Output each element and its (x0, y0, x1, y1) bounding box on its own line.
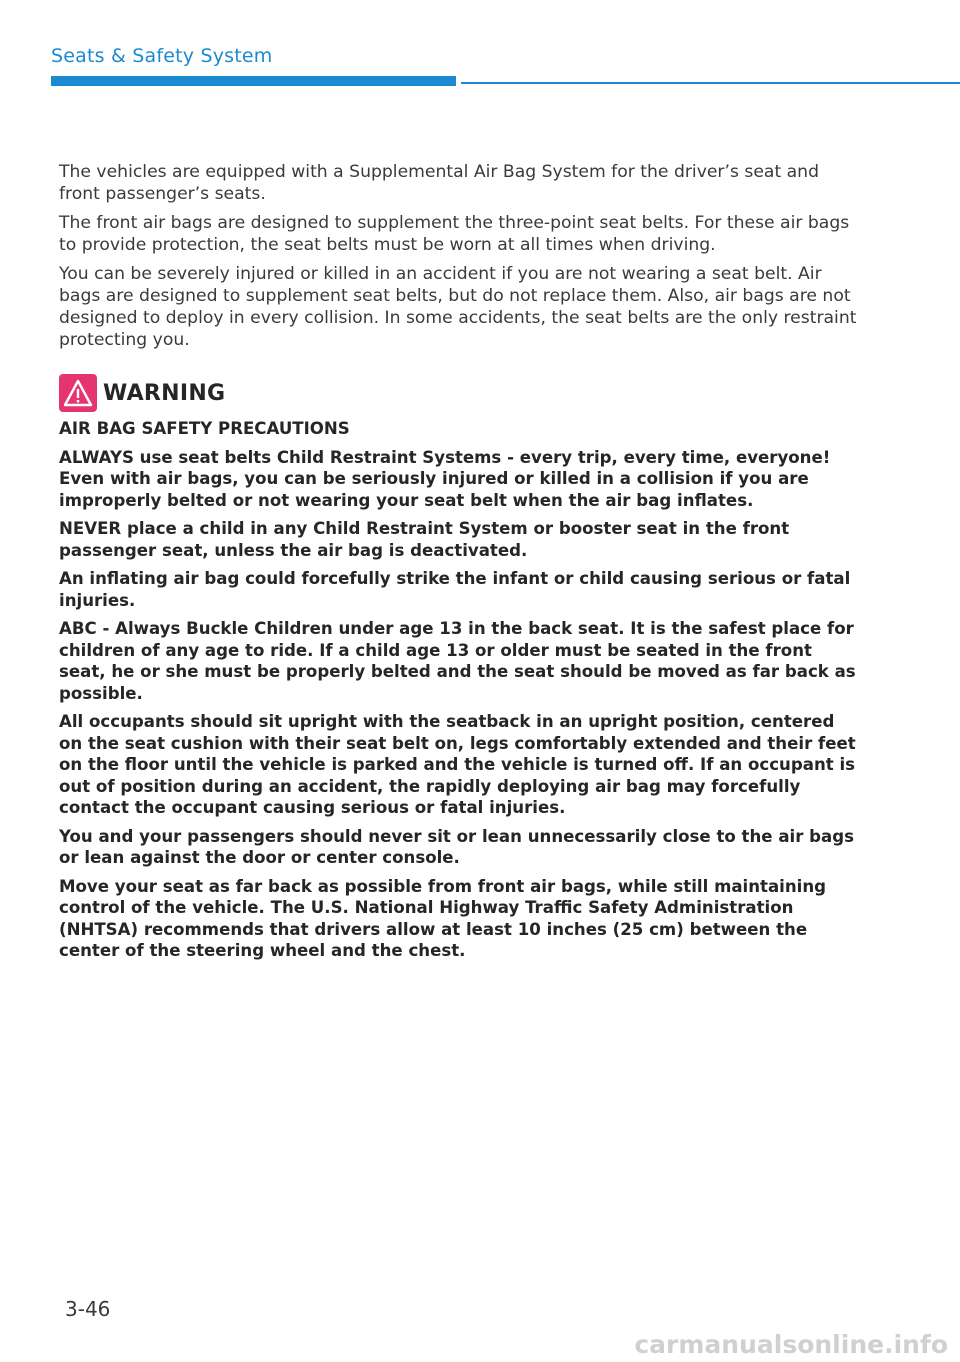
warning-header (59, 373, 859, 413)
warning-paragraph: NEVER place a child in any Child Restraint System or booster seat in the front passenger seat, unless the air bag is deactivated. (59, 519, 790, 560)
page-number: 3-46 (65, 1297, 111, 1321)
warning-title: WARNING (103, 380, 226, 406)
intro-paragraph: You can be severely injured or killed in an accident if you are not wearing a seat belt. Air bags are designed to supplement seat belts, but do not replace them. Also, air bags are not designed to deploy in every collision. In some accidents, the seat belts are the only restraint protecting you. (59, 264, 857, 350)
section-title: Seats & Safety System (51, 45, 273, 67)
warning-paragraph: All occupants should sit upright with the seatback in an upright position, centered on the seat cushion with their seat belt on, legs comfortably extended and their feet on the floor until the vehicle is parked and the vehicle is turned off. If an occupant is out of position during an accident, the rapidly deploying air bag may forcefully contact the occupant causing serious or fatal injuries. (59, 712, 856, 817)
warning-body (59, 418, 859, 962)
intro-paragraph: The vehicles are equipped with a Supplemental Air Bag System for the driver’s seat and front passenger’s seats. (59, 162, 819, 204)
warning-block (59, 373, 859, 969)
warning-paragraph: Move your seat as far back as possible from front air bags, while still maintaining control of the vehicle. The U.S. National Highway Traffic Safety Administration (NHTSA) recommends that drivers allow at least 10 inches (25 cm) between the center of the steering wheel and the chest. (59, 876, 827, 960)
warning-paragraph: ABC - Always Buckle Children under age 13 in the back seat. It is the safest place for children of any age to ride. If a child age 13 or older must be seated in the front seat, he or she must be properly belted and the seat should be moved as far back as possible. (59, 619, 856, 703)
warning-paragraph: You and your passengers should never sit or lean unnecessarily close to the air bags or lean against the door or center console. (59, 826, 855, 867)
warning-paragraph: An inflating air bag could forcefully strike the infant or child causing serious or fatal injuries. (59, 569, 851, 610)
header-rule-thick (51, 76, 456, 86)
warning-paragraph: ALWAYS use seat belts Child Restraint Systems - every trip, every time, everyone! Even with air bags, you can be seriously injured or killed in a collision if you are improperly belted or not wearing your seat belt when the air bag inflates. (59, 447, 831, 510)
warning-heading: AIR BAG SAFETY PRECAUTIONS (59, 419, 350, 438)
header-rule-thin (461, 82, 960, 84)
warning-triangle-icon (59, 374, 97, 412)
intro-text (59, 161, 859, 358)
intro-paragraph: The front air bags are designed to supplement the three-point seat belts. For these air bags to provide protection, the seat belts must be worn at all times when driving. (59, 213, 850, 255)
watermark: carmanualsonline.info (634, 1330, 948, 1359)
